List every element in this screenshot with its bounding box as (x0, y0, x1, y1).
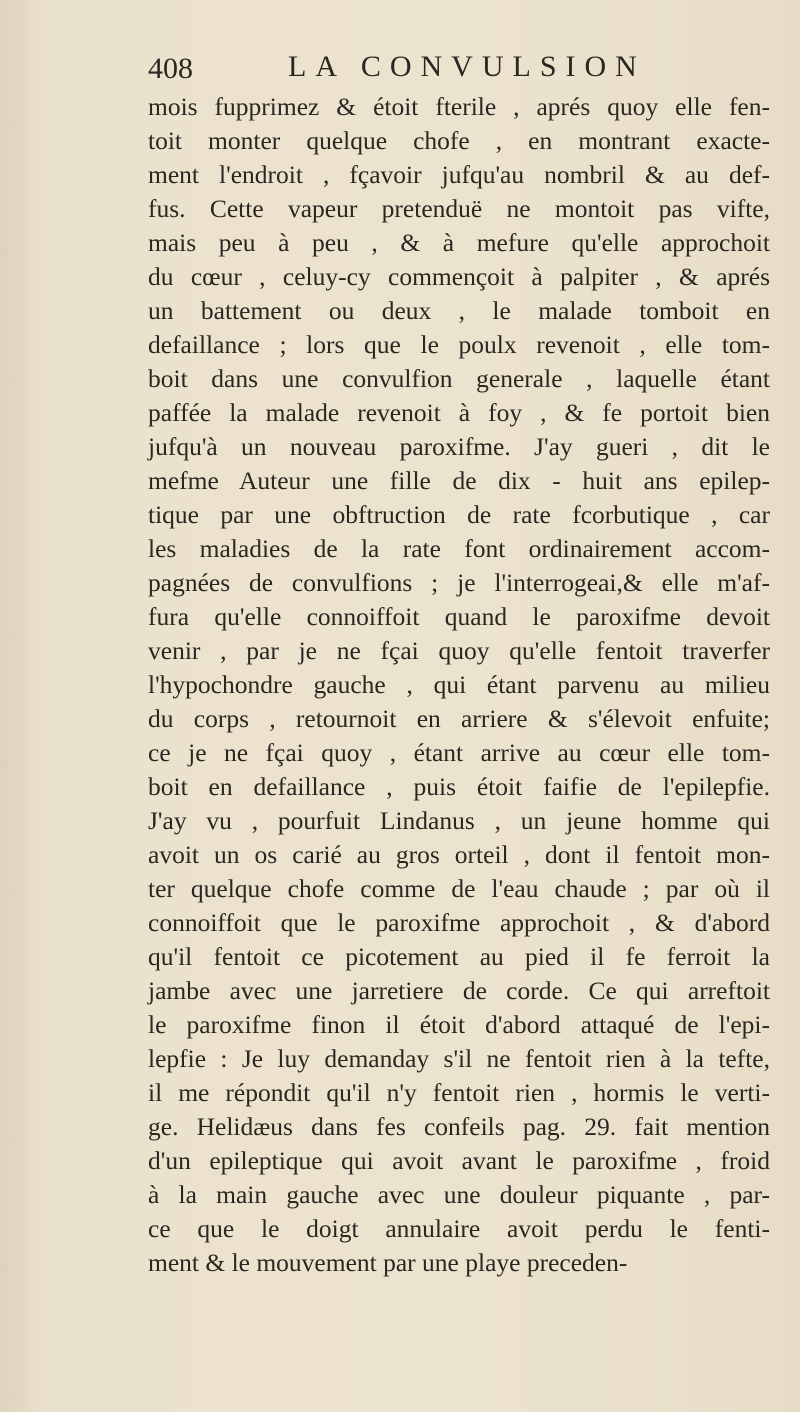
text-line: mais peu à peu , & à mefure qu'elle approchoit (148, 228, 770, 257)
text-line: pagnées de convulfions ; je l'interrogeai,& elle m'af- (148, 568, 770, 597)
text-line: ter quelque chofe comme de l'eau chaude ; par où il (148, 874, 770, 903)
text-line: du corps , retournoit en arriere & s'élevoit enfuite; (148, 704, 770, 733)
text-line: mois fupprimez & étoit fterile , aprés quoy elle fen- (148, 92, 770, 121)
text-line: paffée la malade revenoit à foy , & fe portoit bien (148, 398, 770, 427)
text-line: d'un epileptique qui avoit avant le paroxifme , froid (148, 1146, 770, 1175)
text-line: les maladies de la rate font ordinairement accom- (148, 534, 770, 563)
text-line: l'hypochondre gauche , qui étant parvenu au milieu (148, 670, 770, 699)
text-line: ment l'endroit , fçavoir jufqu'au nombril & au def- (148, 160, 770, 189)
text-line: il me répondit qu'il n'y fentoit rien , hormis le verti- (148, 1078, 770, 1107)
text-line: jambe avec une jarretiere de corde. Ce qui arreftoit (148, 976, 770, 1005)
text-line: toit monter quelque chofe , en montrant exacte- (148, 126, 770, 155)
text-line: fus. Cette vapeur pretenduë ne montoit pas vifte, (148, 194, 770, 223)
text-line: du cœur , celuy-cy commençoit à palpiter , & aprés (148, 262, 770, 291)
text-line: J'ay vu , pourfuit Lindanus , un jeune homme qui (148, 806, 770, 835)
page-header (148, 50, 708, 94)
page-number: 408 (148, 52, 193, 85)
text-line: ment & le mouvement par une playe preceden- (148, 1248, 628, 1277)
text-line: tique par une obftruction de rate fcorbutique , car (148, 500, 770, 529)
text-line: jufqu'à un nouveau paroxifme. J'ay gueri , dit le (148, 432, 770, 461)
text-line: le paroxifme finon il étoit d'abord attaqué de l'epi- (148, 1010, 770, 1039)
text-line: connoiffoit que le paroxifme approchoit , & d'abord (148, 908, 770, 937)
text-line: defaillance ; lors que le poulx revenoit , elle tom- (148, 330, 770, 359)
body-text (148, 90, 770, 1280)
text-line: lepfie : Je luy demanday s'il ne fentoit rien à la tefte, (148, 1044, 770, 1073)
text-line: ce que le doigt annulaire avoit perdu le fenti- (148, 1214, 770, 1243)
running-title: LA CONVULSION (288, 50, 646, 83)
text-line: ce je ne fçai quoy , étant arrive au cœur elle tom- (148, 738, 770, 767)
text-line: venir , par je ne fçai quoy qu'elle fentoit traverfer (148, 636, 770, 665)
text-line: à la main gauche avec une douleur piquante , par- (148, 1180, 770, 1209)
text-line: fura qu'elle connoiffoit quand le paroxifme devoit (148, 602, 770, 631)
text-line: boit en defaillance , puis étoit faifie de l'epilepfie. (148, 772, 770, 801)
text-line: un battement ou deux , le malade tomboit en (148, 296, 770, 325)
text-line: mefme Auteur une fille de dix - huit ans epilep- (148, 466, 770, 495)
text-line: avoit un os carié au gros orteil , dont il fentoit mon- (148, 840, 770, 869)
text-line: ge. Helidæus dans fes confeils pag. 29. fait mention (148, 1112, 770, 1141)
text-line: qu'il fentoit ce picotement au pied il fe ferroit la (148, 942, 770, 971)
text-line: boit dans une convulfion generale , laquelle étant (148, 364, 770, 393)
